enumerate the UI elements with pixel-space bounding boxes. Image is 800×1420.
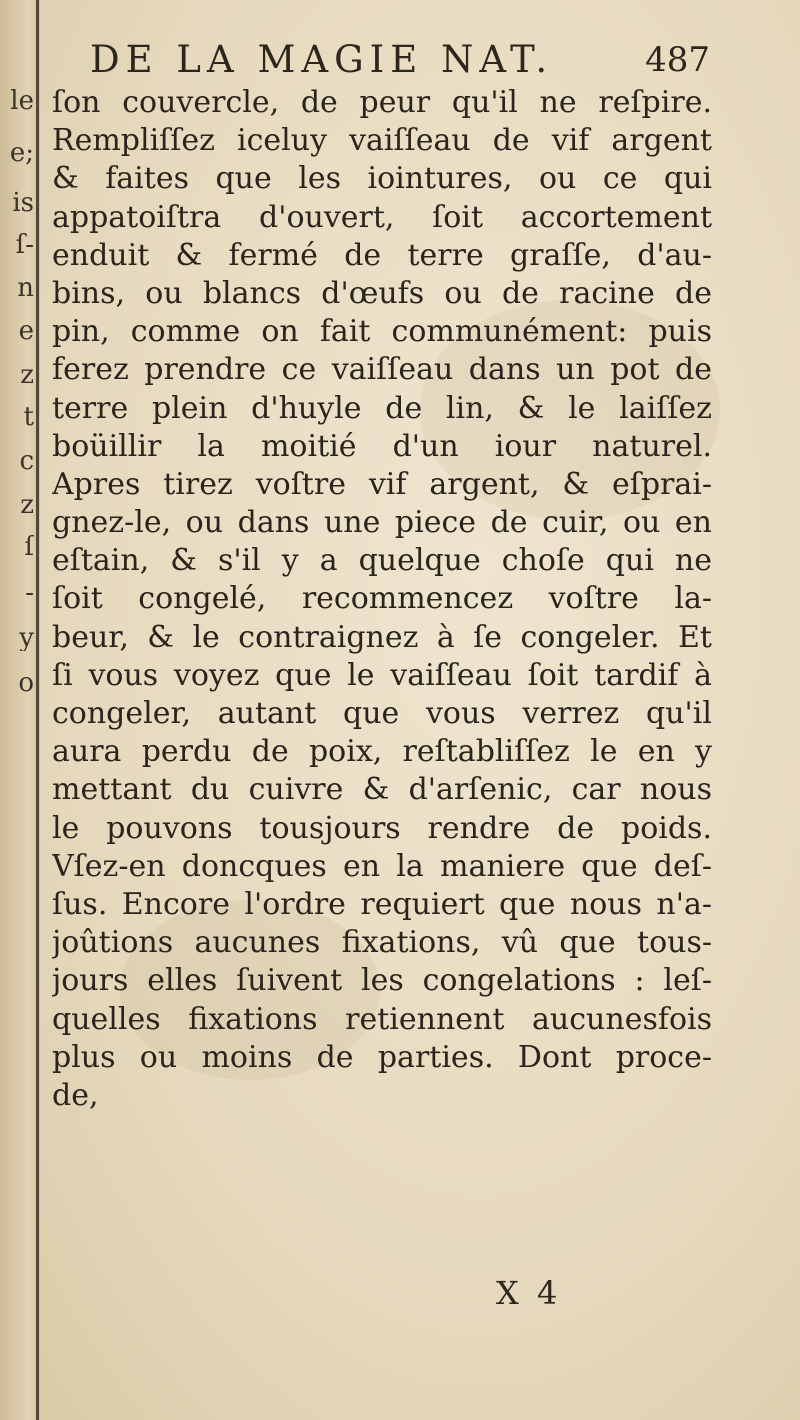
text-line: eſtain, & s'il y a quelque choſe qui ne	[52, 543, 712, 579]
margin-fragment: z	[20, 492, 34, 518]
signature-mark: X 4	[496, 1274, 562, 1312]
text-line: ſoit congelé, recommencez voſtre la-	[52, 581, 712, 617]
running-head	[90, 38, 710, 88]
text-line: congeler, autant que vous verrez qu'il	[52, 696, 712, 731]
text-line: mettant du cuivre & d'arſenic, car nous	[52, 772, 712, 808]
margin-fragment: le	[10, 88, 34, 114]
margin-fragment: -	[25, 580, 34, 606]
margin-fragment: e;	[9, 140, 34, 166]
text-line: ſi vous voyez que le vaiſſeau ſoit tardif à	[52, 657, 712, 693]
page-number: 487	[645, 40, 710, 80]
text-line: Rempliſſez iceluy vaiſſeau de vif argent	[52, 123, 712, 159]
text-line: boüillir la moitié d'un iour naturel.	[52, 428, 712, 464]
text-line: ſus. Encore l'ordre requiert que nous n'a-	[52, 886, 712, 922]
text-line: enduit & fermé de terre graſſe, d'au-	[52, 237, 712, 273]
running-title: DE LA MAGIE NAT.	[90, 38, 554, 81]
margin-fragment: y	[19, 625, 34, 651]
text-line: bins, ou blancs d'œufs ou de racine de	[52, 275, 712, 311]
text-line: jours elles ſuivent les congelations : leſ-	[52, 963, 712, 999]
text-line: pin, comme on fait communément: puis	[52, 314, 712, 350]
text-line: ſon couvercle, de peur qu'il ne reſpire.	[52, 85, 712, 120]
margin-fragment: ſ	[24, 534, 34, 560]
text-line: quelles fixations retiennent aucunesfois	[52, 1001, 712, 1037]
margin-fragment: n	[17, 275, 34, 301]
margin-fragment: e	[18, 318, 34, 344]
text-line: gnez-le, ou dans une piece de cuir, ou en	[52, 505, 712, 541]
text-line: le pouvons tousjours rendre de poids.	[52, 810, 712, 846]
text-line: beur, & le contraignez à ſe congeler. Et	[52, 619, 712, 655]
text-line: ferez prendre ce vaiſſeau dans un pot de	[52, 352, 712, 388]
text-line: joûtions aucunes fixations, vû que tous-	[52, 925, 712, 961]
margin-fragment: o	[18, 670, 34, 696]
text-line: plus ou moins de parties. Dont proce-	[52, 1039, 712, 1075]
text-line: appatoiſtra d'ouvert, ſoit accortement	[52, 199, 712, 235]
text-line: de,	[52, 1077, 99, 1113]
margin-fragment: ſ-	[15, 232, 34, 258]
margin-fragment: c	[19, 448, 34, 474]
text-line: aura perdu de poix, reſtabliſſez le en y	[52, 734, 712, 770]
margin-fragment: z	[20, 362, 34, 388]
text-line: & faites que les iointures, ou ce qui	[52, 161, 712, 197]
body-text	[52, 84, 712, 1115]
text-line: terre plein d'huyle de lin, & le laiſſez	[52, 390, 712, 426]
text-line: Vſez-en doncques en la maniere que deſ-	[52, 848, 712, 884]
margin-fragment: t	[23, 404, 34, 430]
margin-fragment: is	[12, 190, 34, 216]
binding-fold-line	[36, 0, 39, 1420]
text-line: Apres tirez voſtre vif argent, & eſprai-	[52, 466, 712, 502]
